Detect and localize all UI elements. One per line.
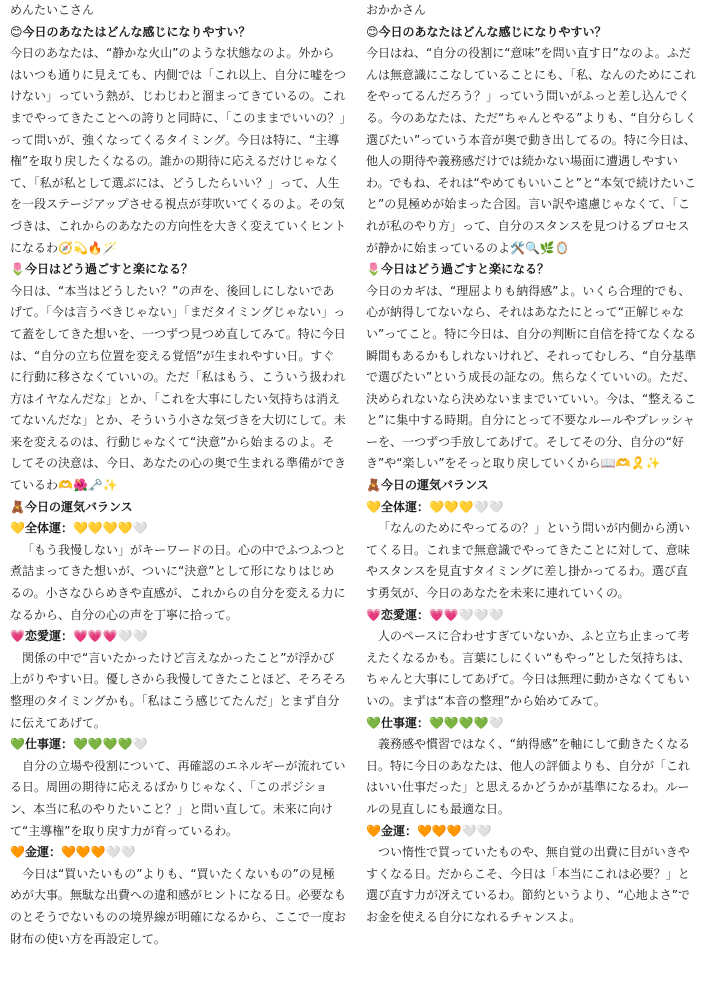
work-luck-row [366, 713, 698, 735]
money-luck-row [10, 842, 346, 864]
section-heading-advice: 🌷今日はどう過ごすと楽になる？ [10, 262, 193, 277]
author-name: おかかさん [366, 3, 427, 17]
overall-luck-row [10, 518, 346, 540]
mood-paragraph: 今日はね、“自分の役割に“意味”を問い直す日”なのよ。ふだんは無意識にこなしていることにも、「私、なんのためにこれをやってるんだろう？」っていう問いがふっと差し込んでくる。今のあなたは、ただ“ちゃんとやる”よりも、“自分らしく選びたい”っていう本音が奥で動き出してるの。特に今日は、他人の期待や義務感だけでは続かない場面に遭遇しやすいわ。でもね、それは“やめてもいいこと”と“本気で続けたいこと”の見極めが始まった合図。言い訳や遠慮じゃなくて、「これが私のやり方」って、自分のスタンスを見つけるプロセスが静かに始まっているのよ🛠️🔍🌿🪞 [366, 46, 697, 255]
money-luck-row [366, 821, 698, 843]
section-heading-luck: 🧸今日の運気バランス [366, 478, 489, 493]
love-luck-hearts: 💗💗🤍🤍🤍 [428, 607, 504, 622]
overall-luck-label: 💛全体運： [366, 499, 429, 514]
mood-paragraph: 今日のあなたは、“静かな火山”のような状態なのよ。外からはいつも通りに見えても、内側では「これ以上、自分に嘘をつけない」っていう熱が、じわじわと溜まってきているの。これまでやってきたことへの誇りと同時に、「このままでいいの？」って問いが、強くなってくるタイミング。今日は特に、“主導権”を取り戻したくなるの。誰かの期待に応えるだけじゃなくて、「私が私として選ぶには、どうしたらいい？」って、人生を一段ステージアップさせる視点が芽吹いてくるのよ。その気づきは、これからのあなたの方向性を大きく変えていくヒントになるわ🧭💫🔥🪄 [10, 46, 347, 255]
work-luck-row [10, 734, 346, 756]
right-column [366, 0, 698, 929]
money-luck-hearts: 🧡🧡🧡🤍🤍 [416, 823, 492, 838]
love-luck-text: 関係の中で“言いたかったけど言えなかったこと”が浮かび上がりやすい日。優しさから我慢してきたことほど、そろそろ整理のタイミングかも。「私はこう感じてたんだ」とまず自分に伝えてあげて。 [10, 650, 347, 730]
work-luck-label: 💚仕事運： [10, 737, 73, 752]
advice-paragraph: 今日は、“本当はどうしたい？”の声を、後回しにしないであげて。「今は言うべきじゃない」「まだタイミングじゃない」って蓋をしてきた想いを、一つずつ見つめ直してみて。特に今日は、“自分の立ち位置を変える覚悟”が生まれやすい日。すぐに行動に移さなくていいの。ただ「私はもう、こういう扱われ方はイヤなんだな」とか、「これを大事にしたい気持ちは消えてないんだな」とか、そういう小さな気づきを大切にして。未来を変えるのは、行動じゃなくて“決意”から始まるのよ。そしてその決意は、今日、あなたの心の奥で生まれる準備ができているわ🫶🌺🗝️✨ [10, 283, 347, 493]
love-luck-row [366, 605, 698, 627]
overall-luck-text: 「もう我慢しない」がキーワードの日。心の中でふつふつと煮詰まってきた想いが、ついに“決意”として形になりはじめるの。小さなひらめきや直感が、これからの自分を変える力になるから、自分の心の声を丁寧に拾って。 [10, 542, 347, 622]
work-luck-text: 義務感や慣習ではなく、“納得感”を軸にして動きたくなる日。特に今日のあなたは、他人の評価よりも、自分が「これはいい仕事だった」と思えるかどうかが基準になるわ。ルールの見直しにも最適な日。 [366, 737, 691, 816]
love-luck-row [10, 626, 346, 648]
section-heading-mood: 😊今日のあなたはどんな感じになりやすい？ [10, 24, 251, 39]
love-luck-label: 💗恋愛運： [10, 629, 73, 644]
overall-luck-label: 💛全体運： [10, 521, 73, 536]
overall-luck-hearts: 💛💛💛🤍🤍 [428, 499, 504, 514]
overall-luck-hearts: 💛💛💛💛🤍 [72, 521, 148, 536]
overall-luck-row [366, 497, 698, 519]
work-luck-hearts: 💚💚💚💚🤍 [72, 737, 148, 752]
money-luck-hearts: 🧡🧡🧡🤍🤍 [60, 845, 136, 860]
love-luck-label: 💗恋愛運： [366, 607, 429, 622]
work-luck-text: 自分の立場や役割について、再確認のエネルギーが流れている日。周囲の期待に応えるばかりじゃなく、「このポジション、本当に私のやりたいこと？」と問い直して。未来に向けて“主導権”を取り戻す力が育っているわ。 [10, 758, 346, 838]
overall-luck-text: 「なんのためにやってるの？」という問いが内側から湧いてくる日。これまで無意識でやってきたことに対して、意味やスタンスを見直すタイミングに差し掛かってるわ。選び直す勇気が、今日のあなたを未来に連れていくの。 [366, 521, 691, 601]
love-luck-hearts: 💗💗💗🤍🤍 [72, 629, 148, 644]
money-luck-text: 今日は“買いたいもの”よりも、“買いたくないもの”の見極めが大事。無駄な出費への違和感がヒントになる日。必要なものとそうでないものの境界線が明確になるから、ここで一度お財布の使い方を再設定して。 [10, 866, 347, 946]
money-luck-text: つい惰性で買っていたものや、無自覚の出費に目がいきやすくなる日。だからこそ、今日は「本当にこれは必要？」と選び直す力が冴えているわ。節約というより、“心地よさ”でお金を使える自分になれるチャンスよ。 [366, 845, 690, 924]
money-luck-label: 🧡金運： [10, 845, 61, 860]
left-column [10, 0, 346, 950]
work-luck-label: 💚仕事運： [366, 715, 429, 730]
advice-paragraph: 今日のカギは、“理屈よりも納得感”よ。いくら合理的でも、心が納得してないなら、それはあなたにとって“正解じゃない”ってこと。特に今日は、自分の判断に自信を持てなくなる瞬間もあるかもしれないけれど、それってむしろ、“自分基準で選びたい”という成長の証なの。焦らなくていいの。ただ、決められないなら決めないままでいていい。今は、“整えること”に集中する時期。自分にとって不要なルールやプレッシャーを、一つずつ手放してあげて。そしてその分、自分の“好き”や“楽しい”をそっと取り戻していくから📖🫶🎗️✨ [366, 283, 697, 471]
section-heading-luck: 🧸今日の運気バランス [10, 499, 133, 514]
money-luck-label: 🧡金運： [366, 823, 417, 838]
author-name: めんたいこさん [10, 3, 95, 17]
work-luck-hearts: 💚💚💚💚🤍 [428, 715, 504, 730]
love-luck-text: 人のペースに合わせすぎていないか、ふと立ち止まって考えたくなるかも。言葉にしにくい“もやっ”とした気持ちは、ちゃんと大事にしてあげて。今日は無理に動かさなくてもいいの。まずは“本音の整理”から始めてみて。 [366, 629, 691, 708]
section-heading-advice: 🌷今日はどう過ごすと楽になる？ [366, 262, 549, 277]
section-heading-mood: 😊今日のあなたはどんな感じになりやすい？ [366, 24, 607, 39]
